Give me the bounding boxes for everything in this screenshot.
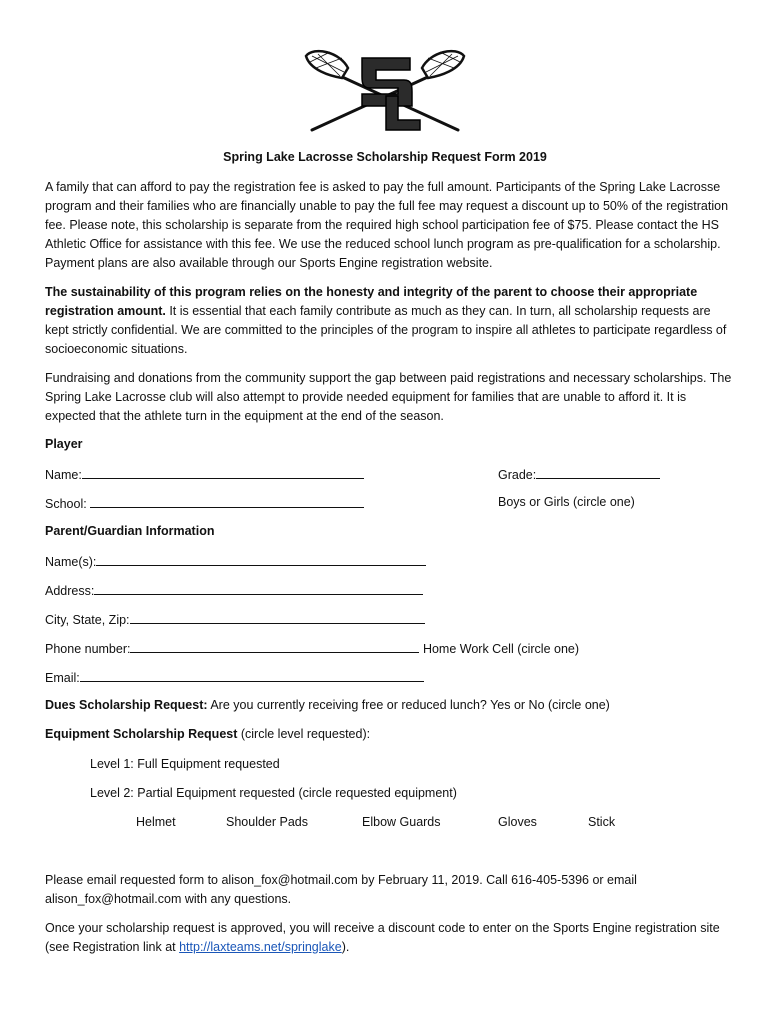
- grade-row: [498, 464, 660, 482]
- equipment-row: [45, 725, 370, 743]
- intro-paragraph: A family that can afford to pay the registration fee is asked to pay the full amount. Participants of the Spring Lake Lacrosse program and their families who are financially unable to pay the full fee may request a discount up to 50% of the registration fee. Please note, this scholarship is separate from the required high school participation fee of $75. Please contact the HS Athletic Office for assistance with this fee. We use the reduced school lunch program as pre-qualification for a scholarship. Payment plans are also available through our Sports Engine registration website.: [45, 180, 729, 270]
- equipment-level-2[interactable]: Level 2: Partial Equipment requested (circle requested equipment): [90, 786, 457, 800]
- school-row: [45, 493, 364, 511]
- grade-label: Grade:: [498, 468, 537, 482]
- approval-end: ).: [341, 940, 350, 954]
- sustainability-text: It is essential that each family contribute as much as they can. In turn, all scholarship requests are kept strictly confidential. We are committed to the principles of the program to inspire all athletes to participate regardless of socioeconomic situations.: [45, 304, 727, 356]
- phone-row: [45, 638, 579, 656]
- address-field[interactable]: [94, 580, 423, 595]
- grade-field[interactable]: [536, 464, 660, 479]
- school-label: School:: [45, 497, 91, 511]
- city-label: City, State, Zip:: [45, 613, 130, 627]
- school-field[interactable]: [90, 493, 364, 508]
- email-field[interactable]: [80, 667, 424, 682]
- parent-names-field[interactable]: [96, 551, 426, 566]
- player-name-label: Name:: [45, 468, 82, 482]
- phone-type-choice[interactable]: Home Work Cell (circle one): [419, 642, 580, 656]
- city-row: [45, 609, 425, 627]
- player-name-field[interactable]: [82, 464, 364, 479]
- parent-heading: Parent/Guardian Information: [45, 524, 215, 538]
- registration-link[interactable]: http://laxteams.net/springlake: [179, 940, 342, 954]
- dues-label: Dues Scholarship Request:: [45, 698, 208, 712]
- approval-text: Once your scholarship request is approved, you will receive a discount code to enter on the Sports Engine registration site (see Registration link at: [45, 921, 720, 954]
- player-heading: Player: [45, 437, 83, 451]
- dues-row: [45, 696, 610, 714]
- gender-choice[interactable]: Boys or Girls (circle one): [498, 495, 635, 509]
- player-name-row: [45, 464, 364, 482]
- address-label: Address:: [45, 584, 95, 598]
- email-row: [45, 667, 424, 685]
- email-instructions: Please email requested form to alison_fox@hotmail.com by February 11, 2019. Call 616-405-5396 or email alison_fox@hotmail.com with any questions.: [45, 873, 637, 906]
- equipment-item-stick[interactable]: Stick: [588, 815, 616, 829]
- spring-lake-lacrosse-logo: [300, 46, 470, 136]
- equipment-instructions: (circle level requested):: [237, 727, 371, 741]
- approval-paragraph: [45, 919, 735, 957]
- parent-names-row: [45, 551, 426, 569]
- sustainability-paragraph: [45, 283, 735, 359]
- equipment-item-gloves[interactable]: Gloves: [498, 815, 537, 829]
- phone-field[interactable]: [130, 638, 419, 653]
- parent-names-label: Name(s):: [45, 555, 97, 569]
- equipment-label: Equipment Scholarship Request: [45, 727, 238, 741]
- equipment-item-elbow-guards[interactable]: Elbow Guards: [362, 815, 441, 829]
- city-field[interactable]: [130, 609, 425, 624]
- equipment-item-helmet[interactable]: Helmet: [136, 815, 176, 829]
- email-label: Email:: [45, 671, 80, 685]
- form-title: Spring Lake Lacrosse Scholarship Request Form 2019: [223, 150, 547, 164]
- equipment-item-shoulder-pads[interactable]: Shoulder Pads: [226, 815, 309, 829]
- address-row: [45, 580, 423, 598]
- dues-question[interactable]: Are you currently receiving free or reduced lunch? Yes or No (circle one): [207, 698, 610, 712]
- sustainability-bold-text: The sustainability of this program relies on the honesty and integrity of the parent to choose their appropriate registration amount.: [45, 285, 698, 318]
- fundraising-paragraph: Fundraising and donations from the community support the gap between paid registrations and necessary scholarships. The Spring Lake Lacrosse club will also attempt to provide needed equipment for families that are unable to afford it. It is expected that the athlete turn in the equipment at the end of the season.: [45, 371, 732, 423]
- equipment-level-1[interactable]: Level 1: Full Equipment requested: [90, 757, 280, 771]
- phone-label: Phone number:: [45, 642, 131, 656]
